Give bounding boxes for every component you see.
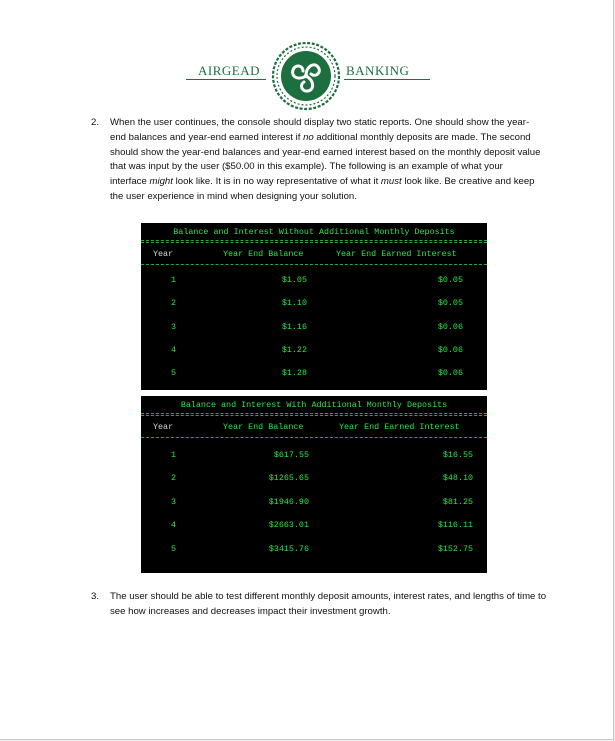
col-interest-header: Year End Earned Interest (336, 249, 457, 259)
col-interest-header: Year End Earned Interest (339, 422, 460, 432)
double-rule (141, 240, 487, 241)
row-interest: $0.06 (437, 345, 463, 355)
logo-rule-right (344, 79, 430, 80)
row-balance: $1.10 (281, 298, 307, 308)
row-year: 5 (171, 368, 177, 378)
row-balance: $3415.76 (268, 544, 309, 554)
item-text: When the user continues, the console should display two static reports. One should show the year-end balances and year-end earned interest if no additional monthly deposits are made. The second should show the year-end balances and year-end earned interest based on the monthly deposit value that was input by the user ($50.00 in this example). The following is an example of what your interface might look like. It is in no way representative of what it must look like. Be creative and keep the user experience in mind when designing your solution. (110, 117, 541, 202)
row-year: 4 (171, 345, 177, 355)
row-balance: $1.22 (281, 345, 307, 355)
col-year-header: Year (153, 249, 174, 259)
row-balance: $1946.90 (268, 497, 309, 507)
airgead-banking-logo (186, 38, 430, 110)
row-balance: $2663.01 (268, 520, 309, 530)
row-interest: $0.05 (437, 275, 463, 285)
row-interest: $0.06 (437, 368, 463, 378)
double-rule (141, 413, 487, 414)
single-rule (141, 437, 487, 438)
row-interest: $16.55 (442, 450, 473, 460)
console-report-without-deposits (141, 223, 487, 390)
row-balance: $1.28 (281, 368, 307, 378)
col-year-header: Year (153, 422, 174, 432)
single-rule (141, 264, 487, 265)
row-interest: $0.05 (437, 298, 463, 308)
item-number: 2. (91, 117, 100, 128)
row-year: 3 (171, 497, 177, 507)
report-title: Balance and Interest Without Additional Monthly Deposits (173, 227, 455, 237)
report-title: Balance and Interest With Additional Monthly Deposits (180, 400, 448, 410)
console-report-with-deposits (141, 396, 487, 573)
col-balance-header: Year End Balance (223, 249, 304, 259)
row-year: 2 (171, 473, 177, 483)
row-year: 4 (171, 520, 177, 530)
row-interest: $152.75 (437, 544, 473, 554)
row-balance: $1.05 (281, 275, 307, 285)
row-year: 5 (171, 544, 177, 554)
row-interest: $116.11 (437, 520, 473, 530)
row-year: 1 (171, 275, 177, 285)
row-interest: $81.25 (442, 497, 473, 507)
row-year: 2 (171, 298, 177, 308)
item-text: The user should be able to test different monthly deposit amounts, interest rates, and lengths of time to see how increases and decreases impact their investment growth. (110, 591, 547, 617)
triskele-icon (270, 40, 342, 112)
row-balance: $617.55 (273, 450, 309, 460)
row-interest: $48.10 (442, 473, 473, 483)
row-year: 3 (171, 322, 177, 332)
item-number: 3. (91, 591, 100, 602)
row-year: 1 (171, 450, 177, 460)
row-balance: $1265.65 (268, 473, 309, 483)
col-balance-header: Year End Balance (223, 422, 304, 432)
logo-rule-left (186, 79, 266, 80)
logo-word-airgead: AIRGEAD (198, 63, 260, 78)
logo-word-banking: BANKING (346, 63, 410, 78)
row-balance: $1.16 (281, 322, 307, 332)
row-interest: $0.06 (437, 322, 463, 332)
